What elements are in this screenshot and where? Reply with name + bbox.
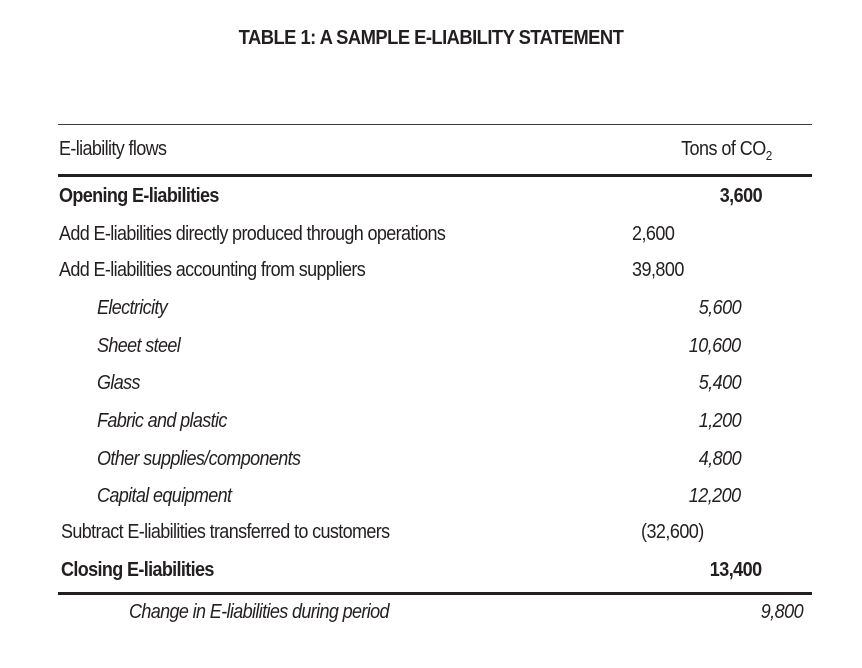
table-row (0, 297, 862, 327)
table-row (0, 448, 862, 478)
row-value: 3,600 (719, 185, 762, 207)
table-row (0, 259, 862, 289)
table-header-row (0, 138, 862, 168)
row-label: Electricity (97, 297, 168, 319)
table-row (0, 335, 862, 365)
row-label: Add E-liabilities accounting from suppliers (59, 259, 366, 281)
row-label: Opening E-liabilities (59, 185, 219, 207)
column-header-flows: E-liability flows (59, 138, 167, 160)
row-value: 5,400 (698, 372, 741, 394)
row-label: Glass (97, 372, 140, 394)
table-row (0, 372, 862, 402)
top-rule (58, 124, 812, 125)
row-value: 1,200 (698, 410, 741, 432)
table-row (0, 185, 862, 215)
column-header-tons (681, 138, 772, 161)
footer-value: 9,800 (760, 601, 803, 623)
row-label: Closing E-liabilities (61, 559, 214, 581)
row-value: 10,600 (689, 335, 741, 357)
row-value: 2,600 (632, 223, 675, 245)
table-row (0, 410, 862, 440)
subscript-2: 2 (766, 148, 772, 163)
bottom-rule (58, 592, 812, 595)
footer-row (0, 601, 862, 631)
table-row (0, 223, 862, 253)
table-row (0, 521, 862, 551)
row-label: Sheet steel (97, 335, 181, 357)
row-label: Subtract E-liabilities transferred to customers (61, 521, 390, 543)
row-label: Other supplies/components (97, 448, 301, 470)
column-header-tons-text: Tons of CO (681, 138, 767, 160)
row-value: 4,800 (698, 448, 741, 470)
row-value: (32,600) (641, 521, 704, 543)
header-rule (58, 174, 812, 177)
footer-label: Change in E-liabilities during period (129, 601, 389, 623)
row-value: 39,800 (632, 259, 684, 281)
row-value: 12,200 (689, 485, 741, 507)
row-value: 5,600 (698, 297, 741, 319)
row-value: 13,400 (710, 559, 762, 581)
table-title: TABLE 1: A SAMPLE E-LIABILITY STATEMENT (238, 27, 624, 49)
row-label: Capital equipment (97, 485, 232, 507)
row-label: Add E-liabilities directly produced through operations (59, 223, 446, 245)
row-label: Fabric and plastic (97, 410, 227, 432)
table-row (0, 559, 862, 589)
table-row (0, 485, 862, 515)
